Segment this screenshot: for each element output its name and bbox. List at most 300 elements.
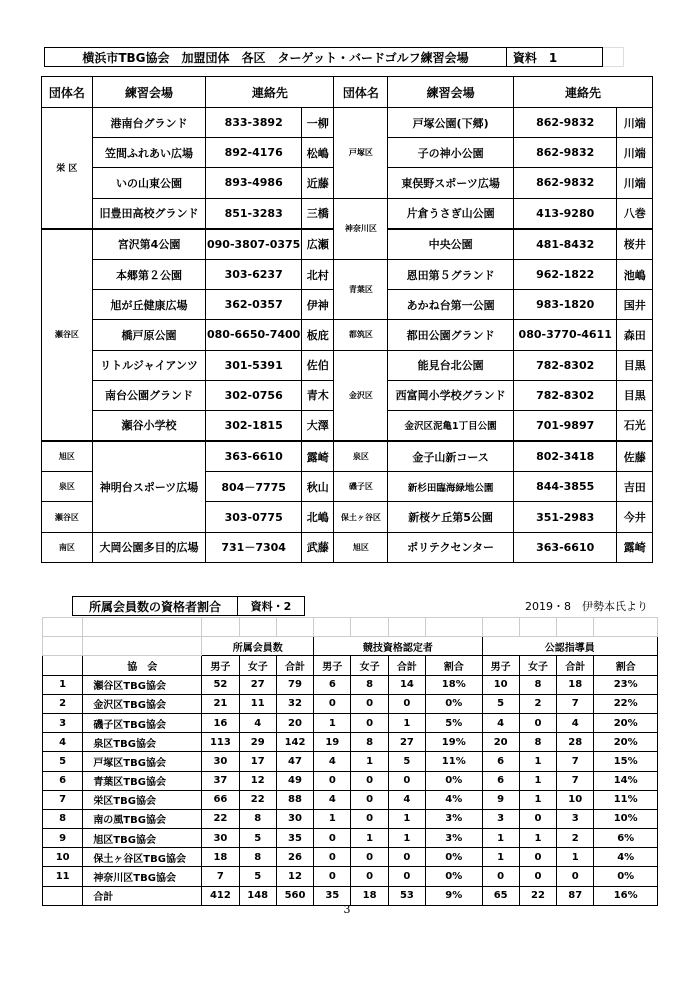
- stat-value: 7: [202, 867, 239, 886]
- phone-number: 983-1820: [513, 290, 616, 320]
- venue-name: 金沢区泥亀1丁目公園: [388, 410, 514, 441]
- phone-number: 701-9897: [513, 410, 616, 441]
- contact-name: 北村: [302, 259, 334, 289]
- header-total: 合計: [388, 656, 425, 675]
- stat-value: 79: [276, 675, 313, 694]
- group-name: 磯子区: [334, 472, 388, 502]
- stat-value: 10: [557, 790, 594, 809]
- stat-value: 35: [276, 829, 313, 848]
- stat-value: 22: [239, 790, 276, 809]
- stats-title: 所属会員数の資格者割合: [73, 597, 238, 616]
- row-number: 1: [43, 675, 83, 694]
- venue-name: 恩田第５グランド: [388, 259, 514, 289]
- row-number: 11: [43, 867, 83, 886]
- stat-value: 11%: [426, 752, 482, 771]
- venue-name: 新杉田臨海緑地公園: [388, 472, 514, 502]
- stat-value: 0%: [426, 848, 482, 867]
- stat-value: 3: [482, 809, 519, 828]
- phone-number: 302-0756: [206, 380, 302, 410]
- venue-name: 神明台スポーツ広場: [92, 441, 206, 532]
- total-value: 9%: [426, 886, 482, 905]
- venue-name: 南台公園グランド: [92, 380, 206, 410]
- contact-name: 目黒: [617, 350, 653, 380]
- header-female: 女子: [519, 656, 556, 675]
- stat-value: 6: [482, 771, 519, 790]
- stats-row: [43, 733, 658, 752]
- venue-name: 旭が丘健康広場: [92, 290, 206, 320]
- stats-row: [43, 848, 658, 867]
- stat-value: 27: [239, 675, 276, 694]
- header-total: 合計: [557, 656, 594, 675]
- group-header-instructors: 公認指導員: [482, 637, 658, 656]
- stat-value: 0%: [426, 694, 482, 713]
- group-name: 都筑区: [334, 320, 388, 350]
- stat-value: 22%: [594, 694, 658, 713]
- row-number: 9: [43, 829, 83, 848]
- phone-number: 080-3770-4611: [513, 320, 616, 350]
- stat-value: 20%: [594, 733, 658, 752]
- assoc-name: 瀬谷区TBG協会: [83, 675, 202, 694]
- contact-name: 今井: [617, 502, 653, 532]
- total-value: 22: [519, 886, 556, 905]
- venue-name: 瀬谷小学校: [92, 410, 206, 441]
- spacer-row: [43, 618, 658, 637]
- venue-row: [42, 350, 653, 380]
- stats-row: [43, 752, 658, 771]
- assoc-name: 神奈川区TBG協会: [83, 867, 202, 886]
- phone-number: 731－7304: [206, 532, 302, 562]
- header-venue: 練習会場: [92, 77, 206, 108]
- header-group: 団体名: [42, 77, 93, 108]
- phone-number: 804－7775: [206, 472, 302, 502]
- stat-value: 12: [276, 867, 313, 886]
- row-number: 3: [43, 713, 83, 732]
- venue-row: [42, 108, 653, 138]
- venue-name: 橋戸原公園: [92, 320, 206, 350]
- stat-value: 15%: [594, 752, 658, 771]
- stat-value: 1: [351, 752, 388, 771]
- assoc-name: 青葉区TBG協会: [83, 771, 202, 790]
- spacer-cell: [603, 48, 624, 67]
- stat-value: 30: [202, 752, 239, 771]
- venue-doc-label: 資料 1: [506, 48, 602, 67]
- phone-number: 782-8302: [513, 350, 616, 380]
- header-female: 女子: [351, 656, 388, 675]
- stat-value: 1: [314, 713, 351, 732]
- contact-name: 吉田: [617, 472, 653, 502]
- header-male: 男子: [482, 656, 519, 675]
- stat-value: 0: [314, 848, 351, 867]
- contact-name: 川端: [617, 108, 653, 138]
- venue-name: 金子山新コース: [388, 441, 514, 472]
- stat-value: 17: [239, 752, 276, 771]
- stat-value: 28: [557, 733, 594, 752]
- stats-title-bar: [42, 596, 660, 616]
- stat-value: 8: [351, 733, 388, 752]
- header-contact: 連絡先: [206, 77, 334, 108]
- group-name: 南区: [42, 532, 93, 562]
- phone-number: 862-9832: [513, 168, 616, 198]
- group-name: 旭区: [42, 441, 93, 472]
- contact-name: 青木: [302, 380, 334, 410]
- stat-value: 8: [519, 675, 556, 694]
- stat-value: 29: [239, 733, 276, 752]
- stat-value: 52: [202, 675, 239, 694]
- stat-value: 22: [202, 809, 239, 828]
- venue-table: [41, 76, 653, 563]
- stat-value: 0: [351, 694, 388, 713]
- phone-number: 413-9280: [513, 198, 616, 229]
- venue-row: [42, 320, 653, 350]
- header-assoc: 協 会: [83, 656, 202, 675]
- stat-value: 10: [482, 675, 519, 694]
- phone-number: 892-4176: [206, 138, 302, 168]
- venue-name: 東俣野スポーツ広場: [388, 168, 514, 198]
- stat-value: 6: [482, 752, 519, 771]
- stat-value: 23%: [594, 675, 658, 694]
- stat-value: 11: [239, 694, 276, 713]
- stat-value: 0: [351, 848, 388, 867]
- stat-value: 26: [276, 848, 313, 867]
- group-name: 泉区: [334, 441, 388, 472]
- phone-number: 362-0357: [206, 290, 302, 320]
- total-value: 412: [202, 886, 239, 905]
- stat-value: 0: [314, 829, 351, 848]
- header-venue: 練習会場: [388, 77, 514, 108]
- table-cell: [351, 618, 388, 637]
- total-value: 53: [388, 886, 425, 905]
- venue-name: 港南台グランド: [92, 108, 206, 138]
- total-value: 560: [276, 886, 313, 905]
- stat-value: 4%: [594, 848, 658, 867]
- venue-title-bar: [44, 47, 624, 67]
- contact-name: 佐伯: [302, 350, 334, 380]
- row-number: 7: [43, 790, 83, 809]
- page-number: 3: [343, 903, 351, 916]
- phone-number: 862-9832: [513, 138, 616, 168]
- stat-value: 8: [239, 848, 276, 867]
- stat-value: 113: [202, 733, 239, 752]
- table-cell: [482, 618, 519, 637]
- phone-number: 851-3283: [206, 198, 302, 229]
- contact-name: 佐藤: [617, 441, 653, 472]
- contact-name: 石光: [617, 410, 653, 441]
- contact-name: 露崎: [617, 532, 653, 562]
- stats-row: [43, 809, 658, 828]
- stat-value: 4: [482, 713, 519, 732]
- contact-name: 八巻: [617, 198, 653, 229]
- stat-value: 0: [482, 867, 519, 886]
- stat-value: 142: [276, 733, 313, 752]
- table-cell: [83, 637, 202, 656]
- stat-value: 2: [519, 694, 556, 713]
- stats-doc-label: 資料・2: [238, 597, 305, 616]
- stat-value: 0: [351, 771, 388, 790]
- contact-name: 池嶋: [617, 259, 653, 289]
- header-male: 男子: [202, 656, 239, 675]
- venue-row: [42, 532, 653, 562]
- stat-value: 2: [557, 829, 594, 848]
- assoc-name: 栄区TBG協会: [83, 790, 202, 809]
- table-cell: [202, 618, 239, 637]
- table-cell: [314, 618, 351, 637]
- assoc-name: 泉区TBG協会: [83, 733, 202, 752]
- stat-value: 1: [351, 829, 388, 848]
- stat-value: 0: [314, 867, 351, 886]
- contact-name: 武藤: [302, 532, 334, 562]
- stat-value: 0: [351, 790, 388, 809]
- venue-header-row: [42, 77, 653, 108]
- stat-value: 6%: [594, 829, 658, 848]
- assoc-name: 旭区TBG協会: [83, 829, 202, 848]
- total-label: 合計: [83, 886, 202, 905]
- venue-name: ポリテクセンター: [388, 532, 514, 562]
- phone-number: 303-0775: [206, 502, 302, 532]
- stats-row: [43, 867, 658, 886]
- phone-number: 782-8302: [513, 380, 616, 410]
- stat-value: 27: [388, 733, 425, 752]
- stat-value: 0: [388, 867, 425, 886]
- phone-number: 302-1815: [206, 410, 302, 441]
- group-name: 保土ヶ谷区: [334, 502, 388, 532]
- table-cell: [43, 637, 83, 656]
- contact-name: 目黒: [617, 380, 653, 410]
- stat-value: 0: [388, 771, 425, 790]
- contact-name: 森田: [617, 320, 653, 350]
- venue-name: 本郷第２公園: [92, 259, 206, 289]
- stat-value: 7: [557, 694, 594, 713]
- phone-number: 844-3855: [513, 472, 616, 502]
- contact-name: 北嶋: [302, 502, 334, 532]
- table-cell: [426, 618, 482, 637]
- stat-value: 1: [388, 829, 425, 848]
- group-name: 瀬谷区: [42, 502, 93, 532]
- stat-value: 4%: [426, 790, 482, 809]
- stat-value: 8: [351, 675, 388, 694]
- stat-value: 0%: [426, 771, 482, 790]
- total-value: 16%: [594, 886, 658, 905]
- stat-value: 8: [239, 809, 276, 828]
- contact-name: 川端: [617, 168, 653, 198]
- contact-name: 国井: [617, 290, 653, 320]
- stats-row: [43, 829, 658, 848]
- venue-name: 都田公園グランド: [388, 320, 514, 350]
- stat-value: 5: [239, 867, 276, 886]
- stat-value: 0: [557, 867, 594, 886]
- phone-number: 833-3892: [206, 108, 302, 138]
- venue-name: 笠間ふれあい広場: [92, 138, 206, 168]
- phone-number: 962-1822: [513, 259, 616, 289]
- group-name: 泉区: [42, 472, 93, 502]
- header-contact: 連絡先: [513, 77, 652, 108]
- table-cell: [594, 618, 658, 637]
- stat-value: 5: [388, 752, 425, 771]
- phone-number: 862-9832: [513, 108, 616, 138]
- stat-value: 5: [239, 829, 276, 848]
- contact-name: 松嶋: [302, 138, 334, 168]
- stat-value: 1: [519, 790, 556, 809]
- stat-value: 3%: [426, 829, 482, 848]
- table-cell: [519, 618, 556, 637]
- group-name: 瀬谷区: [42, 229, 93, 441]
- stat-value: 9: [482, 790, 519, 809]
- stat-value: 0%: [426, 867, 482, 886]
- venue-name: 大岡公園多目的広場: [92, 532, 206, 562]
- venue-name: あかね台第一公園: [388, 290, 514, 320]
- stat-value: 0: [388, 694, 425, 713]
- venue-name: いの山東公園: [92, 168, 206, 198]
- stat-value: 1: [482, 848, 519, 867]
- stat-value: 7: [557, 771, 594, 790]
- stat-value: 0: [314, 771, 351, 790]
- stat-value: 6: [314, 675, 351, 694]
- stat-value: 0: [519, 867, 556, 886]
- stat-value: 1: [557, 848, 594, 867]
- assoc-name: 磯子区TBG協会: [83, 713, 202, 732]
- header-ratio: 割合: [426, 656, 482, 675]
- stat-value: 7: [557, 752, 594, 771]
- stat-value: 4: [314, 752, 351, 771]
- row-number: 8: [43, 809, 83, 828]
- phone-number: 303-6237: [206, 259, 302, 289]
- stat-value: 0: [519, 848, 556, 867]
- group-name: 戸塚区: [334, 108, 388, 199]
- venue-name: リトルジャイアンツ: [92, 350, 206, 380]
- stat-value: 8: [519, 733, 556, 752]
- venue-name: 片倉うさぎ山公園: [388, 198, 514, 229]
- venue-row: [42, 198, 653, 229]
- phone-number: 481-8432: [513, 229, 616, 260]
- contact-name: 三橋: [302, 198, 334, 229]
- row-number: 2: [43, 694, 83, 713]
- stat-value: 20: [482, 733, 519, 752]
- stat-value: 1: [519, 771, 556, 790]
- stat-value: 0: [519, 809, 556, 828]
- group-name: 金沢区: [334, 350, 388, 441]
- stat-value: 37: [202, 771, 239, 790]
- stat-value: 32: [276, 694, 313, 713]
- total-value: 18: [351, 886, 388, 905]
- stat-value: 0: [519, 713, 556, 732]
- stat-value: 16: [202, 713, 239, 732]
- table-cell: [239, 618, 276, 637]
- stat-value: 1: [314, 809, 351, 828]
- stat-value: 11%: [594, 790, 658, 809]
- table-cell: [557, 618, 594, 637]
- phone-number: 090-3807-0375: [206, 229, 302, 260]
- stat-value: 5%: [426, 713, 482, 732]
- stat-value: 10%: [594, 809, 658, 828]
- stats-group-row: [43, 637, 658, 656]
- total-value: 65: [482, 886, 519, 905]
- venue-name: 新桜ケ丘第5公園: [388, 502, 514, 532]
- stat-value: 20: [276, 713, 313, 732]
- row-number: 4: [43, 733, 83, 752]
- group-header-members: 所属会員数: [202, 637, 314, 656]
- stat-value: 3: [557, 809, 594, 828]
- contact-name: 大澤: [302, 410, 334, 441]
- group-name: 神奈川区: [334, 198, 388, 259]
- contact-name: 秋山: [302, 472, 334, 502]
- contact-name: 桜井: [617, 229, 653, 260]
- stat-value: 14%: [594, 771, 658, 790]
- assoc-name: 金沢区TBG協会: [83, 694, 202, 713]
- table-cell: [388, 618, 425, 637]
- stat-value: 0: [388, 848, 425, 867]
- stat-value: 30: [276, 809, 313, 828]
- assoc-name: 保土ヶ谷区TBG協会: [83, 848, 202, 867]
- contact-name: 露崎: [302, 441, 334, 472]
- stat-value: 18%: [426, 675, 482, 694]
- stats-row: [43, 675, 658, 694]
- stat-value: 1: [519, 829, 556, 848]
- stat-value: 88: [276, 790, 313, 809]
- contact-name: 板庇: [302, 320, 334, 350]
- stats-row: [43, 713, 658, 732]
- stat-value: 4: [557, 713, 594, 732]
- stat-value: 0%: [594, 867, 658, 886]
- phone-number: 301-5391: [206, 350, 302, 380]
- stats-note: 2019・8 伊勢本氏より: [525, 600, 648, 613]
- stats-table: [42, 617, 658, 906]
- phone-number: 802-3418: [513, 441, 616, 472]
- row-number: 6: [43, 771, 83, 790]
- row-number: 10: [43, 848, 83, 867]
- stat-value: 5: [482, 694, 519, 713]
- header-group: 団体名: [334, 77, 388, 108]
- group-name: 青葉区: [334, 259, 388, 319]
- phone-number: 893-4986: [206, 168, 302, 198]
- stat-value: 3%: [426, 809, 482, 828]
- stat-value: 0: [351, 867, 388, 886]
- table-cell: [43, 656, 83, 675]
- stat-value: 20%: [594, 713, 658, 732]
- venue-name: 旧豊田高校グランド: [92, 198, 206, 229]
- header-male: 男子: [314, 656, 351, 675]
- stat-value: 0: [314, 694, 351, 713]
- venue-title: 横浜市TBG協会 加盟団体 各区 ターゲット・バードゴルフ練習会場: [45, 48, 507, 67]
- venue-name: 中央公園: [388, 229, 514, 260]
- venue-name: 西富岡小学校グランド: [388, 380, 514, 410]
- stat-value: 66: [202, 790, 239, 809]
- stat-value: 30: [202, 829, 239, 848]
- venue-name: 能見台北公園: [388, 350, 514, 380]
- contact-name: 一柳: [302, 108, 334, 138]
- contact-name: 川端: [617, 138, 653, 168]
- header-ratio: 割合: [594, 656, 658, 675]
- assoc-name: 南の風TBG協会: [83, 809, 202, 828]
- phone-number: 363-6610: [206, 441, 302, 472]
- contact-name: 伊神: [302, 290, 334, 320]
- stats-row: [43, 771, 658, 790]
- stat-value: 14: [388, 675, 425, 694]
- row-number: 5: [43, 752, 83, 771]
- stat-value: 4: [388, 790, 425, 809]
- table-cell: [276, 618, 313, 637]
- group-name: 栄 区: [42, 108, 93, 229]
- venue-row: [42, 259, 653, 289]
- stat-value: 21: [202, 694, 239, 713]
- stat-value: 18: [202, 848, 239, 867]
- stat-value: 19: [314, 733, 351, 752]
- stats-header-row: [43, 656, 658, 675]
- contact-name: 広瀬: [302, 229, 334, 260]
- table-cell: [43, 618, 83, 637]
- group-header-qualified: 競技資格認定者: [314, 637, 482, 656]
- header-total: 合計: [276, 656, 313, 675]
- contact-name: 近藤: [302, 168, 334, 198]
- phone-number: 363-6610: [513, 532, 616, 562]
